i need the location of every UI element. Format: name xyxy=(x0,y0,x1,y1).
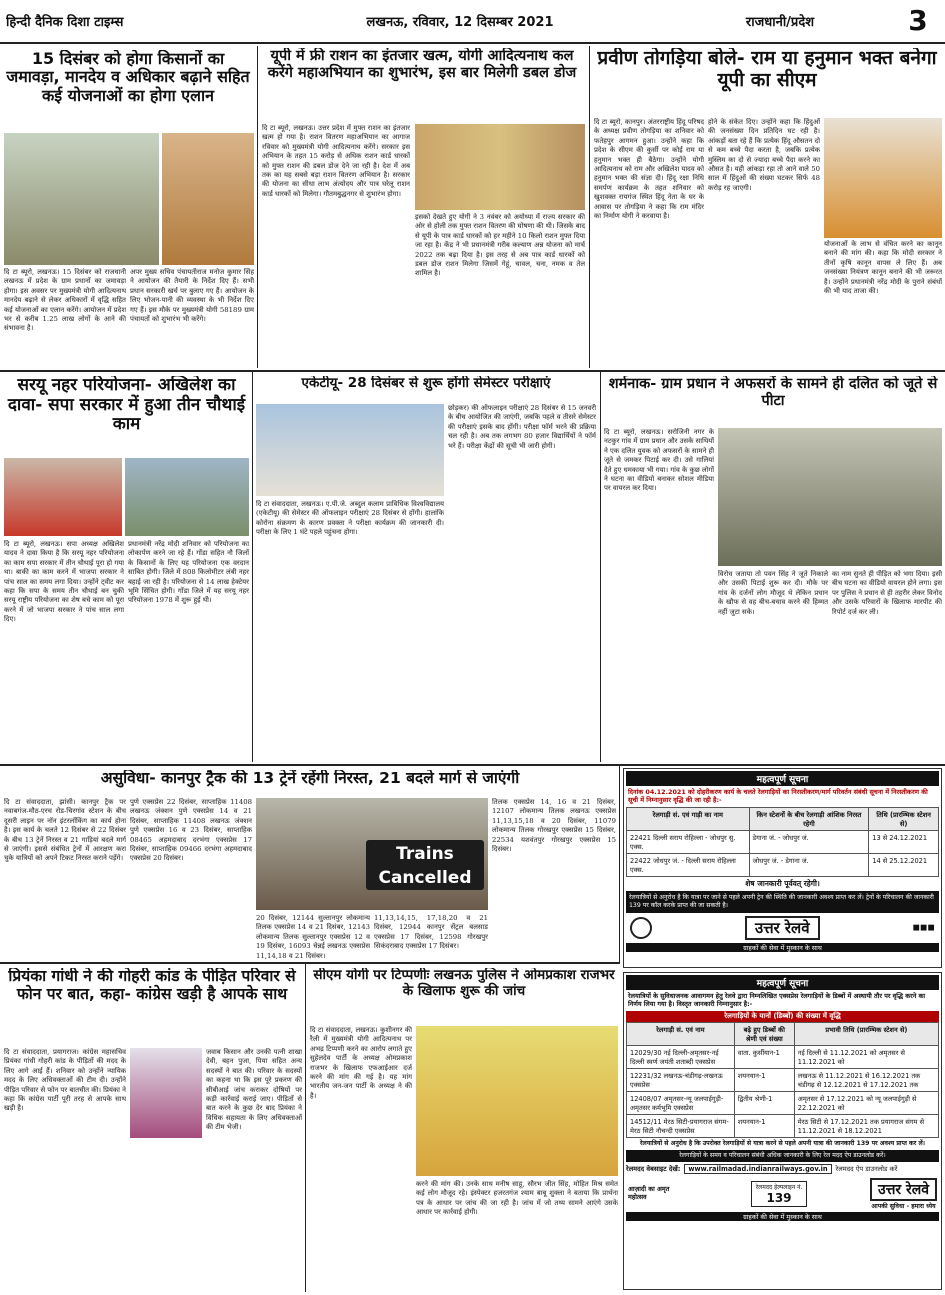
table-cell: 22422 जोधपुर जं. - दिल्ली सराय रोहिल्ला एक्स. xyxy=(627,853,750,876)
table-cell: शयनयान-1 xyxy=(734,1068,794,1091)
notice1-title: महत्वपूर्ण सूचना xyxy=(626,771,939,786)
story2-col2: इसको देखते हुए योगी ने 3 नवंबर को अयोध्या में राज्य सरकार की ओर से होली तक मुफ्त राशन वितरण की घोषणा की थी। जिसके बाद से यूपी के पात्र कार्ड धारकों को हर महीने 10 किलो राशन मुफ्त दिया जा रहा है। केंद्र ने भी प्रधानमंत्री गरीब कल्याण अन्न योजना को मार्च 2022 तक बढ़ा दिया है। इस तरह से अब पात्र कार्ड धारकों को डबल डोज राशन मिलेगा जिसमें गेहूं, चावल, चना, नमक व तेल शामिल है। xyxy=(415,213,585,278)
story1-photo-right xyxy=(162,133,254,265)
story4-photo-canal xyxy=(125,458,249,536)
story1-photo-left xyxy=(4,133,159,265)
story9-headline: सीएम योगी पर टिप्पणीः लखनऊ पुलिस ने ओमप्रकाश राजभर के खिलाफ शुरू की जांच xyxy=(313,968,615,999)
story7-col1: दि टा संवाददाता, झांसी। कानपुर ट्रैक पर नवाबगंज-मौठ-एरच रोड-चिरगांव स्टेशन के बीच दूसरी लाइन पर नॉन इंटरलॉकिंग का कार्य होना है। इस कार्य के चलते 12 दिसंबर से 22 दिसंबर के बीच 13 ट्रेनें निरस्त व 21 गाड़ियां बदले मार्ग से जाएंगी। इससे संबंधित ट्रेनों में आरक्षण करा चुके यात्रियों को अपने टिकट निरस्त कराने पड़ेंगे। xyxy=(4,798,126,863)
notice2-title: महत्वपूर्ण सूचना xyxy=(626,975,939,990)
table-cell: जोधपुर जं. - डेगाना जं. xyxy=(749,853,869,876)
app-label: रेलमदद ऐप डाउनलोड करें xyxy=(835,1165,898,1174)
website-link[interactable]: www.railmadad.indianrailways.gov.in xyxy=(684,1164,831,1174)
story6-photo xyxy=(718,428,942,566)
table-cell: द्वितीय श्रेणी-1 xyxy=(734,1091,794,1114)
story4-col2: प्रधानमंत्री नरेंद्र मोदी शनिवार को परियोजना का लोकार्पण करने जा रहे हैं। गोंडा सहित नौ जिलों के किसानों के लिए यह परियोजना एक वरदान साबित होगी। जिले में 808 किलोमीटर लंबी नहर बहाई जा रही है। परियोजना से 14 लाख हेक्टेयर भूमि सिंचित होगी। गोंडा जिले में यह सरयू नहर परियोजना 1978 में शुरू हुई थी। xyxy=(128,540,249,605)
dateline: लखनऊ, रविवार, 12 दिसम्बर 2021 xyxy=(366,15,554,30)
table-cell: मेरठ सिटी से 17.12.2021 तक प्रयागराज संगम से 11.12.2021 से 18.12.2021 xyxy=(794,1114,938,1137)
notice1-tagline: ग्राहकों की सेवा में मुस्कान के साथ xyxy=(626,943,939,952)
story1-col1: दि टा ब्यूरो, लखनऊ। 15 दिसंबर को राजधानी लखनऊ में प्रदेश के ग्राम प्रधानों का जमावड़ा होगा। इस अवसर पर मुख्यमंत्री योगी आदित्यनाथ मानदेय बढ़ाने से लेकर अधिकारों में वृद्धि सहित कई योजनाओं का एलान करेंगे। आयोजन में प्रदेश भर से करीब 1.25 लाख लोगों के आने की संभावना है। xyxy=(4,268,126,333)
notice2-railway-name: उत्तर रेलवे xyxy=(870,1178,937,1201)
story9-col2: करने की मांग की। उनके साथ मनीष साहू, सौरभ जीत सिंह, मोहित मिश्र समेत कई लोग मौजूद रहे। इंस्पेक्टर हजरतगंज श्याम बाबू शुक्ला ने बताया कि प्रार्थना पत्र के आधार पर जांच की जा रही है। जांच में जो तथ्य सामने आएंगे उसके आधार पर कार्रवाई होगी। xyxy=(416,1180,618,1217)
table-cell: 12029/30 नई दिल्ली-अमृतसर-नई दिल्ली स्वर्ण जयंती शताब्दी एक्सप्रेस xyxy=(627,1045,735,1068)
story1-headline: 15 दिसंबर को होगा किसानों का जमावड़ा, मानदेय व अधिकार बढ़ाने सहित कई योजनाओं का होगा एलान xyxy=(6,50,250,105)
table-cell: लखनऊ से 11.12.2021 से 16.12.2021 तक चंडीगढ़ से 12.12.2021 से 17.12.2021 तक xyxy=(794,1068,938,1091)
table-cell: 14 से 25.12.2021 xyxy=(869,853,939,876)
notice1-th: रेलगाड़ी सं. एवं गाड़ी का नाम xyxy=(627,807,750,830)
story5-headline: एकेटीयू- 28 दिसंबर से शुरू होंगी सेमेस्टर परीक्षाएं xyxy=(301,376,551,391)
table-cell: अमृतसर से 17.12.2021 को न्यू जलपाईगुड़ी से 22.12.2021 को xyxy=(794,1091,938,1114)
table-cell: डेगाना जं. - जोधपुर जं. xyxy=(749,830,869,853)
notice2-tagline: ग्राहकों की सेवा में मुस्कान के साथ xyxy=(626,1212,939,1221)
section-label: राजधानी/प्रदेश xyxy=(745,15,815,30)
notice2-footer2: रेलगाड़ियों के समय व परिचालन संबंधी अधिक जानकारी के लिए रेल मदद ऐप डाउनलोड करें। xyxy=(626,1150,939,1162)
notice2-footer1: रेलयात्रियों से अनुरोध है कि उपरोक्त रेलगाड़ियों से यात्रा करने से पहले अपनी यात्रा की जानकारी 139 पर अवश्य प्राप्त कर लें। xyxy=(639,1139,926,1147)
story7-col5: तिलक एक्सप्रेस 14, 16 व 21 दिसंबर, 12107 लोकमान्य तिलक लखनऊ एक्सप्रेस 11,13,15,18 व 20 दिसंबर, 11079 लोकमान्य तिलक गोरखपुर एक्सप्रेस 15 दिसंबर, 22534 यशवंतपुर गोरखपुर एक्सप्रेस 15 दिसंबर। xyxy=(492,798,616,853)
table-cell: वाता. कुर्सीयान-1 xyxy=(734,1045,794,1068)
page-number: 3 xyxy=(908,4,928,37)
notice2-th: रेलगाड़ी सं. एवं नाम xyxy=(627,1022,735,1045)
helpline-label: रेलमदद हेल्पलाइन नं. xyxy=(755,1183,803,1191)
notice1-advice: रेलयात्रियों से अनुरोध है कि यात्रा पर जाने से पहले अपनी ट्रेन की स्थिति की जानकारी अवश्य प्राप्त कर लें। ट्रेनों के परिचालन की जानकारी 139 पर कॉल करके प्राप्त की जा सकती है। xyxy=(626,891,939,913)
table-cell: 22421 दिल्ली सराय रोहिल्ला - जोधपुर सु. एक्स. xyxy=(627,830,750,853)
story4-photo-akhilesh xyxy=(4,458,122,536)
table-cell: 14512/11 मेरठ सिटी-प्रयागराज संगम-मेरठ सिटी नौचन्दी एक्सप्रेस xyxy=(627,1114,735,1137)
notice1-footer-note: शेष जानकारी पूर्ववत् रहेगी। xyxy=(745,878,820,888)
story9-col1: दि टा संवाददाता, लखनऊ। कुशीनगर की रैली में मुख्यमंत्री योगी आदित्यनाथ पर अभद्र टिप्पणी करने का आरोप लगाते हुए सुहेलदेव पार्टी के अध्यक्ष ओमप्रकाश राजभर के खिलाफ एफआईआर दर्ज करने की मांग की गई है। यह मांग भारतीय जन-जन पार्टी के अध्यक्ष ने की है। xyxy=(310,1026,412,1100)
story5-col2: छोड़कर) की ऑफलाइन परीक्षाएं 28 दिसंबर से 15 जनवरी के बीच आयोजित की जाएंगी, जबकि पहले व तीसरे सेमेस्टर की परीक्षाएं इसके बाद होंगी। परीक्षा फॉर्म भरने की प्रक्रिया चल रही है। अब तक लगभग 80 हजार विद्यार्थियों ने फॉर्म भरे हैं। परीक्षा केंद्रों की सूची भी जारी होगी। xyxy=(448,404,596,450)
divider xyxy=(600,372,601,762)
masthead xyxy=(0,0,945,44)
story6-col3: का नाम सुनते ही पीड़ित को भगा दिया। इसी बीच घटना का वीडियो वायरल होने लगा। इस पर पुलिस ने प्रधान से ही तहरीर लेकर विनोद और उसके परिवारों के खिलाफ मारपीट की रिपोर्ट दर्ज कर ली। xyxy=(832,570,942,616)
story3-headline: प्रवीण तोगड़िया बोले- राम या हनुमान भक्त बनेगा यूपी का सीएम xyxy=(597,48,937,91)
notice2-slogan: आपकी सुविधा - हमारा ध्येय xyxy=(871,1202,936,1210)
story6-col2: विरोध जताया तो पवन सिंह ने जूते निकाले और उसकी पिटाई शुरू कर दी। मौके पर गांव के दर्जनों लोग मौजूद थे लेकिन प्रधान के खौफ से वह बीच-बचाव करने की हिम्मत नहीं जुटा सके। xyxy=(718,570,828,616)
table-row xyxy=(627,1068,939,1091)
azadi-logo xyxy=(628,1186,688,1201)
divider xyxy=(252,372,253,762)
story7-col2: पुणे एक्सप्रेस 22 दिसंबर, साप्ताहिक 11408 लखनऊ जंक्शन पुणे एक्सप्रेस 14 व 21 दिसंबर, साप्ताहिक 11408 लखनऊ जंक्शन पुणे एक्सप्रेस 16 व 23 दिसंबर, साप्ताहिक 08465 अहमदाबाद दरभंगा एक्सप्रेस 17 दिसंबर, साप्ताहिक 09466 दरभंगा अहमदाबाद एक्सप्रेस 20 दिसंबर। xyxy=(130,798,252,863)
table-row xyxy=(627,830,939,853)
railway-logo-icon xyxy=(630,917,652,939)
story8-col1: दि टा संवाददाता, प्रयागराज। कांग्रेस महासचिव प्रियंका गांधी गोहरी कांड के पीड़ितों की मदद के लिए आगे आई हैं। शनिवार को उन्होंने न्यायिक मदद के लिए अधिवक्ताओं की टीम दी। उन्होंने पीड़ित परिवार से फोन पर बातचीत की। प्रियंका ने कहा कि कांग्रेस पार्टी पूरी तरह से आपके साथ खड़ी है। xyxy=(4,1048,126,1113)
story7-col3: 20 दिसंबर, 12144 सुल्तानपुर लोकमान्य तिलक एक्सप्रेस 14 व 21 दिसंबर, 12143 लोकमान्य तिलक सुल्तानपुर एक्सप्रेस 12 व 19 दिसंबर, 16093 चेन्नई लखनऊ एक्सप्रेस 11,14,18 व 21 दिसंबर। xyxy=(256,914,370,960)
story7-headline: असुविधा- कानपुर ट्रैक की 13 ट्रेनें रहेंगी निरस्त, 21 बदले मार्ग से जाएंगी xyxy=(100,770,520,787)
notice1-table xyxy=(626,807,939,877)
notice2-th: बढ़े हुए डिब्बों की श्रेणी एवं संख्या xyxy=(734,1022,794,1045)
table-cell: शयनयान-1 xyxy=(734,1114,794,1137)
notice2-table xyxy=(626,1022,939,1138)
story8-headline: प्रियंका गांधी ने की गोहरी कांड के पीड़ित परिवार से फोन पर बात, कहा- कांग्रेस खड़ी है आपके साथ xyxy=(8,968,296,1003)
story5-photo xyxy=(256,404,444,496)
story3-col1: दि टा ब्यूरो, कानपुर। अंतरराष्ट्रीय हिंदू परिषद के अध्यक्ष प्रवीण तोगड़िया का शनिवार को फतेहपुर आगमन हुआ। उन्होंने कहा कि प्रदेश के सीएम की कुर्सी पर कोई राम या हनुमान भक्त ही बैठेगा। उन्होंने योगी आदित्यनाथ को राम और अखिलेश यादव को हनुमान भक्त की संज्ञा दी। हिंदू रक्षा निधि समर्पण कार्यक्रम के तहत शनिवार को खुशवक्त रायगंज स्थित हिंदू नेता के घर के आवास पर तोगड़िया ने कहा कि राम मंदिर का निर्माण योगी ने करवाया है। xyxy=(594,118,704,220)
story7-col4: 11,13,14,15, 17,18,20 व 21 दिसंबर, 12944 कानपुर सेंट्रल बलसाड एक्सप्रेस 17 दिसंबर, 12598 गोरखपुर सिकंदराबाद एक्सप्रेस 17 दिसंबर। xyxy=(374,914,488,951)
story1-col2: अपर मुख्य सचिव पंचायतीराज मनोज कुमार सिंह ने आयोजन की तैयारी के निर्देश दिए हैं। सभी प्रधान सरकारी खर्च पर बुलाए गए हैं। आयोजन के लिए भोजन-पानी की व्यवस्था के भी निर्देश दिए गए हैं। इस मौके पर मुख्यमंत्री योगी 58189 ग्राम पंचायतों को शुभारंभ भी करेंगे। xyxy=(130,268,254,323)
divider xyxy=(589,46,590,368)
story8-photo xyxy=(130,1048,202,1138)
story2-photo xyxy=(415,124,585,210)
notice2-intro: रेलयात्रियों के सुविधाजनक आवागमन हेतु रेलवे द्वारा निम्नलिखित एक्सप्रेस रेलगाड़ियों के डिब्बों में अस्थायी तौर पर वृद्धि करने का निर्णय लिया गया है। विस्तृत जानकारी निम्नानुसार है:- xyxy=(628,992,926,1009)
story2-col1: दि टा ब्यूरो, लखनऊ। उत्तर प्रदेश में मुफ्त राशन का इंतजार खत्म हो गया है। राशन वितरण महाअभियान का आगाज रविवार को मुख्यमंत्री योगी आदित्यनाथ करेंगे। सरकार इस अभियान के तहत 15 करोड़ से अधिक राशन कार्ड धारकों को मुफ्त राशन की डबल डोज देने जा रही है। देश में अब तक का यह सबसे बड़ा राशन वितरण अभियान है। सरकार की योजना का सीधा लाभ अंत्योदय और पात्र घरेलू राशन कार्ड धारकों को मिलेगा। गौतमबुद्धनगर से शुभारंभ होगा। xyxy=(262,124,410,198)
table-cell: 12231/32 लखनऊ-चंडीगढ़-लखनऊ एक्सप्रेस xyxy=(627,1068,735,1091)
table-row xyxy=(627,1114,939,1137)
section-divider xyxy=(0,962,620,964)
notice1-intro: दिनांक 04.12.2021 को दोहरीकरण कार्य के चलते रेलगाड़ियों का निरस्तीकरण/मार्ग परिवर्तन संबंधी सूचना में निरस्तीकरण की सूची में निम्नानुसार वृद्धि की जा रही है:- xyxy=(628,788,928,805)
story2-headline: यूपी में फ्री राशन का इंतजार खत्म, योगी आदित्यनाथ कल करेंगे महाअभियान का शुभारंभ, इस बार मिलेगी डबल डोज xyxy=(267,48,577,81)
story8-col2: जवाब किसान और उनकी पत्नी शाखा देवी, बहन पुजा, पिया सहित अन्य सदस्यों ने बात की। परिवार के सदस्यों का कहना था कि इस पूरे प्रकरण की सीबीआई जांच कराकर दोषियों पर कड़ी कार्रवाई कराई जाए। पीड़ितों से बात करने के कुछ देर बाद प्रियंका ने विधिक सहायता के लिए अधिवक्ताओं की टीम भेजी। xyxy=(206,1048,302,1132)
section-divider xyxy=(0,370,945,372)
notice2-th: प्रभावी तिथि (प्रारम्भिक स्टेशन से) xyxy=(794,1022,938,1045)
trains-cancelled-caption: Trains Cancelled xyxy=(366,840,484,890)
story5-col1: दि टा संवाददाता, लखनऊ। ए.पी.जे. अब्दुल कलाम प्राविधिक विश्वविद्यालय (एकेटीयू) की सेमेस्टर की ऑफलाइन परीक्षाएं 28 दिसंबर से होंगी। हालांकि कोरोना संक्रमण के कारण प्रवक्ता ने परीक्षा कार्यक्रम की जानकारी दी। परीक्षा के लिए 1 घंटे पहले पहुंचना होगा। xyxy=(256,500,444,537)
story3-col3: योजनाओं के लाभ से वंचित करने का कानून बनाने की मांग की। कहा कि मोदी सरकार ने तीनों कृषि कानून वापस ले लिए हैं। अब जनसंख्या नियंत्रण कानून बनाने की भी जरूरत है। उन्होंने प्रधानमंत्री नरेंद्र मोदी के पुराने संबंधों की भी याद ताजा की। xyxy=(824,240,942,295)
story7-photo xyxy=(256,798,488,910)
helpline-box xyxy=(751,1181,808,1207)
story9-photo xyxy=(416,1026,618,1176)
railway-notice-2 xyxy=(623,972,942,1290)
story6-col1: दि टा ब्यूरो, लखनऊ। सरोजिनी नगर के नटकुर गांव में ग्राम प्रधान और उसके साथियों ने एक दलित युवक को अफसरों के सामने ही जूते से जमकर पिटाई कर दी। उसे गालियां देते हुए धमकाया भी गया। गांव के कुछ लोगों ने घटना का वीडियो बनाकर सोशल मीडिया पर वायरल कर दिया। xyxy=(604,428,714,493)
notice1-railway-name: उत्तर रेलवे xyxy=(745,916,820,940)
notice1-th: किन स्टेशनों के बीच रेलगाड़ी आंशिक निरस्त रहेगी xyxy=(749,807,869,830)
section-divider xyxy=(0,764,945,766)
divider xyxy=(257,46,258,368)
story4-col1: दि टा ब्यूरो, लखनऊ। सपा अध्यक्ष अखिलेश यादव ने दावा किया है कि सरयू नहर परियोजना का काम सपा सरकार में तीन चौथाई पूरा हो गया था। बाकी का काम करने में भाजपा सरकार ने पांच साल का समय लगा दिया। उन्होंने ट्वीट कर कहा कि सपा के समय तीन चौथाई बन चुकी सरयू राष्ट्रीय परियोजना का शेष बचे काम को पूरा करने में जो भाजपा सरकार ने पांच साल लगा दिए। xyxy=(4,540,124,624)
table-row xyxy=(627,1091,939,1114)
notice1-th: तिथि (प्रारम्भिक स्टेशन से) xyxy=(869,807,939,830)
social-icons: ◼◼◼ xyxy=(912,922,935,933)
notice2-table-title: रेलगाड़ियों के यानों (डिब्बों) की संख्या में वृद्धि xyxy=(626,1011,939,1022)
story3-col2: होने के संकेत दिए। उन्होंने कहा कि हिंदुओं की जनसंख्या दिन प्रतिदिन घट रही है। आंकड़ों बता रहे हैं कि प्रत्येक हिंदू औसतन दो से कम बच्चे पैदा करता है, जबकि प्रत्येक मुस्लिम का दो से ज्यादा बच्चे पैदा करने का औसत है। यही आंकड़ा रहा तो आने वाले 50 साल में हिंदुओं की संख्या घटकर सिर्फ 48 करोड़ रह जाएगी। xyxy=(708,118,820,192)
website-label: रेलमदद वेबसाइट देखें: xyxy=(626,1165,681,1174)
divider xyxy=(619,766,620,962)
table-row xyxy=(627,1045,939,1068)
helpline-number: 139 xyxy=(766,1190,792,1205)
azadi-text: आज़ादी का अमृत महोत्सव xyxy=(628,1185,670,1201)
divider xyxy=(305,964,306,1292)
table-row xyxy=(627,853,939,876)
table-cell: 12408/07 अमृतसर-न्यू जलपाईगुड़ी-अमृतसर कर्मभूमि एक्सप्रेस xyxy=(627,1091,735,1114)
paper-name: हिन्दी दैनिक दिशा टाइम्स xyxy=(6,15,124,30)
table-cell: नई दिल्ली से 11.12.2021 को अमृतसर से 11.12.2021 को xyxy=(794,1045,938,1068)
story3-photo xyxy=(824,118,942,238)
railway-notice-1 xyxy=(623,768,942,968)
story6-headline: शर्मनाक- ग्राम प्रधान ने अफसरों के सामने ही दलित को जूते से पीटा xyxy=(608,376,938,409)
table-cell: 13 से 24.12.2021 xyxy=(869,830,939,853)
story4-headline: सरयू नहर परियोजना- अखिलेश का दावा- सपा सरकार में हुआ तीन चौथाई काम xyxy=(7,376,246,435)
